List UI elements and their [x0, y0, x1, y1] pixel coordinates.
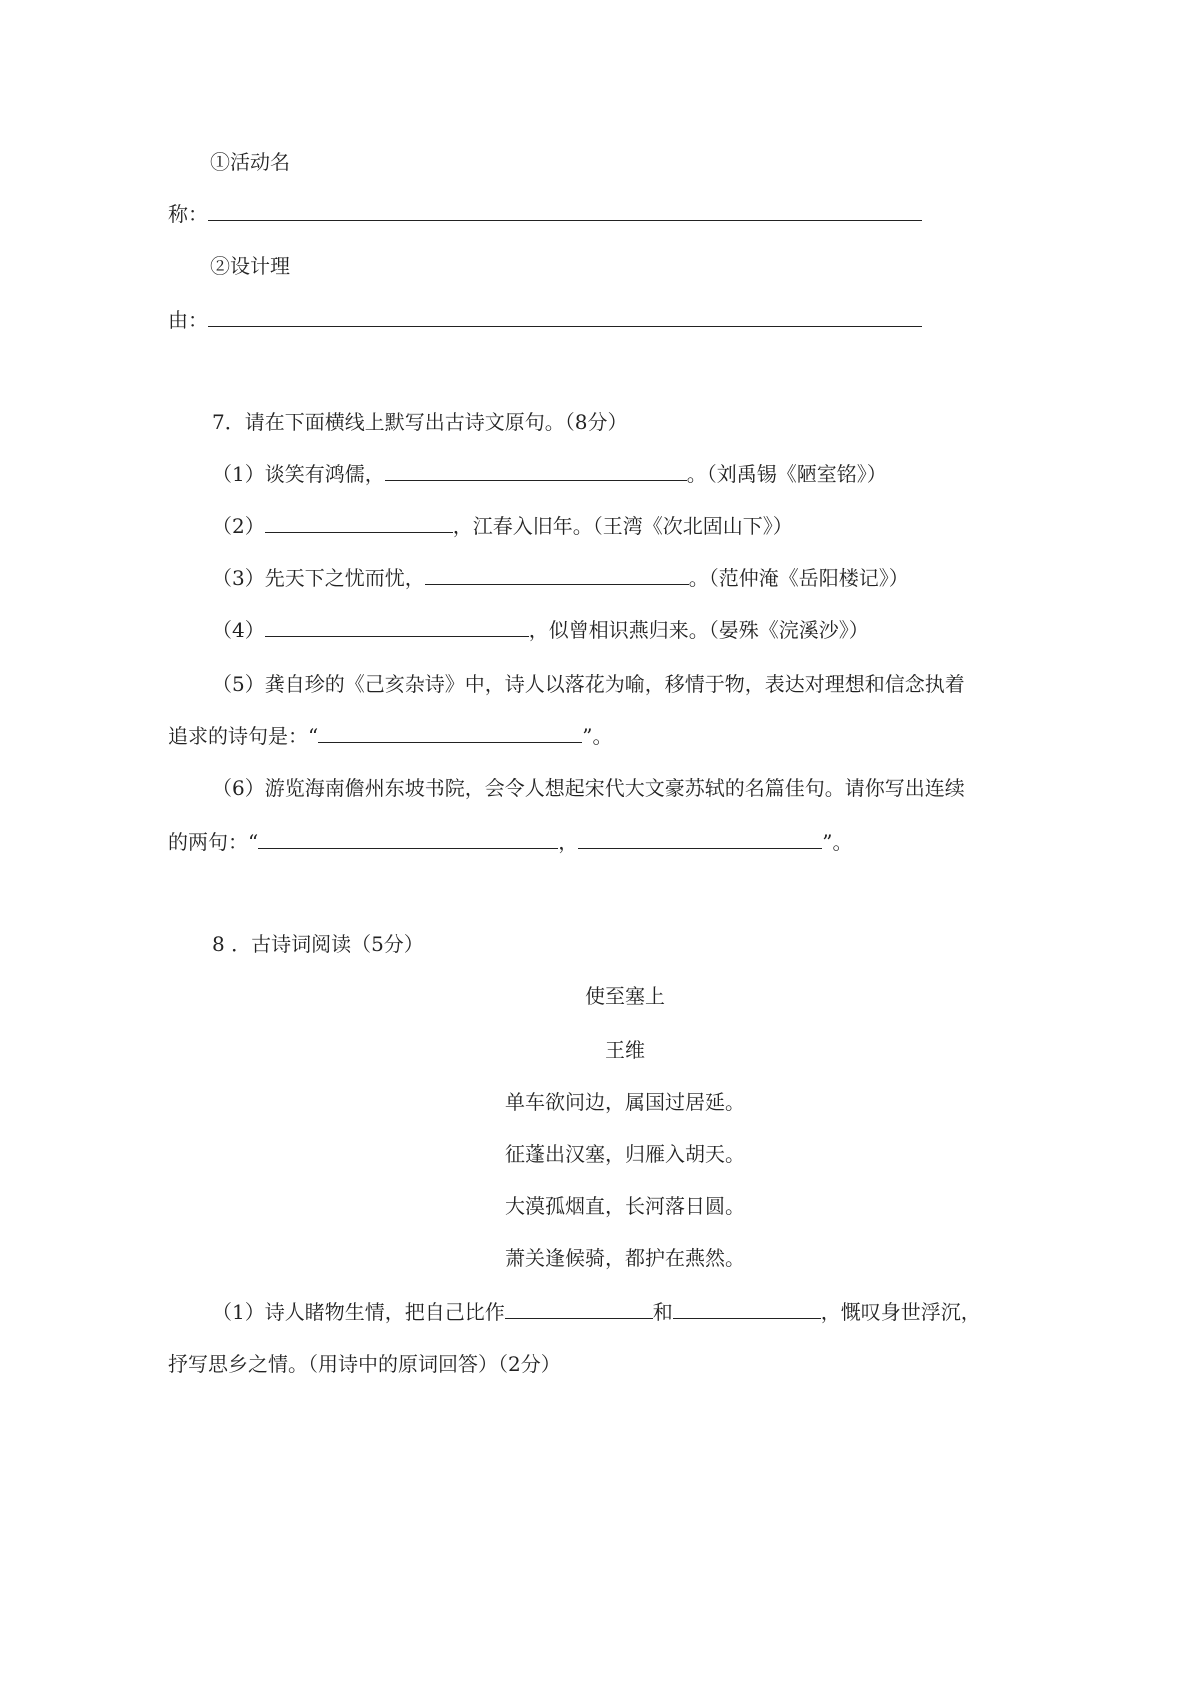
q6-item2-label: ②设计理 — [210, 254, 290, 278]
poem-title: 使至塞上 — [585, 984, 665, 1008]
q7-sentence-5-line-1: （5）龚自珍的《己亥杂诗》中，诗人以落花为喻，移情于物，表达对理想和信念执着 — [212, 672, 965, 696]
q7-title: 7．请在下面横线上默写出古诗文原句。（8分） — [212, 410, 628, 434]
q7-sentence-4: （4） ，似曾相识燕归来。（晏殊《浣溪沙》） — [212, 618, 869, 642]
answer-blank[interactable] — [673, 1300, 821, 1319]
answer-blank[interactable] — [318, 724, 582, 743]
q7-sentence-1: （1）谈笑有鸿儒， 。（刘禹锡《陋室铭》） — [212, 462, 887, 486]
q7-sentence-6-line-1: （6）游览海南儋州东坡书院，会令人想起宋代大文豪苏轼的名篇佳句。请你写出连续 — [212, 776, 965, 800]
answer-blank[interactable] — [425, 566, 689, 585]
poem-line: 大漠孤烟直，长河落日圆。 — [505, 1194, 745, 1218]
answer-blank[interactable] — [265, 618, 529, 637]
q6-item2-answer-line: 由： — [168, 306, 922, 334]
poem-line: 单车欲问边，属国过居延。 — [505, 1090, 745, 1114]
q6-item1-answer-line: 称： — [168, 200, 922, 228]
answer-blank[interactable] — [385, 462, 687, 481]
q8-sub1-line-2: 抒写思乡之情。（用诗中的原词回答）（2分） — [168, 1352, 561, 1376]
q7-sentence-2: （2） ，江春入旧年。（王湾《次北固山下》） — [212, 514, 793, 538]
q8-title: 8 ．古诗词阅读（5分） — [212, 932, 424, 956]
answer-blank[interactable] — [505, 1300, 653, 1319]
poem-author: 王维 — [605, 1038, 645, 1062]
answer-blank[interactable] — [578, 830, 822, 849]
answer-blank[interactable] — [208, 202, 922, 221]
q7-sentence-3: （3）先天下之忧而忧， 。（范仲淹《岳阳楼记》） — [212, 566, 909, 590]
q6-item1-label: ①活动名 — [210, 150, 290, 174]
q7-sentence-5-line-2: 追求的诗句是：“ ”。 — [168, 724, 613, 748]
answer-blank[interactable] — [265, 514, 453, 533]
q8-sub1-line-1: （1）诗人睹物生情，把自己比作 和 ，慨叹身世浮沉， — [212, 1300, 981, 1324]
answer-blank[interactable] — [208, 308, 922, 327]
q7-sentence-6-line-2: 的两句：“ ， ”。 — [168, 830, 853, 854]
answer-blank[interactable] — [258, 830, 558, 849]
poem-line: 萧关逢候骑，都护在燕然。 — [505, 1246, 745, 1270]
poem-line: 征蓬出汉塞，归雁入胡天。 — [505, 1142, 745, 1166]
